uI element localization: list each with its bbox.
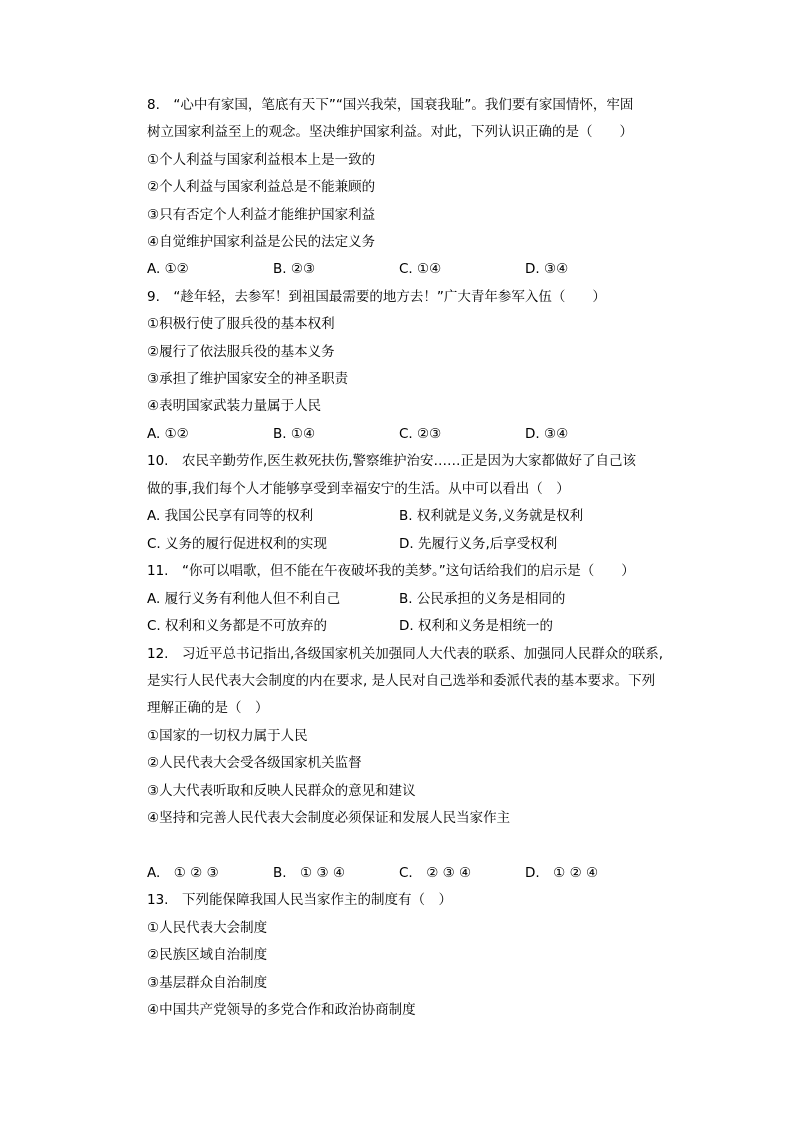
q12-statement-2: ②人民代表大会受各级国家机关监督 [147, 755, 362, 771]
q13-statement-2: ②民族区域自治制度 [147, 947, 268, 963]
q8-statement-2: ②个人利益与国家利益总是不能兼顾的 [147, 179, 376, 195]
q8-statement-4: ④自觉维护国家利益是公民的法定义务 [147, 234, 376, 250]
q11-stem-line-1: 11. “你可以唱歌，但不能在午夜破坏我的美梦。”这句话给我们的启示是（ ） [147, 563, 635, 579]
q10-stem-line-1: 10. 农民辛勤劳作,医生救死扶伤,警察维护治安……正是因为大家都做好了自己该 [147, 453, 637, 469]
q11-option-d: D. 权利和义务是相统一的 [399, 618, 553, 634]
q12-option-a: A. ① ② ③ [147, 865, 219, 881]
q10-option-c: C. 义务的履行促进权利的实现 [147, 536, 328, 552]
q9-option-b: B. ①④ [273, 426, 316, 442]
q8-statement-1: ①个人利益与国家利益根本上是一致的 [147, 152, 376, 168]
q9-stem-line-1: 9. “趁年轻，去参军！到祖国最需要的地方去！”广大青年参军入伍（ ） [147, 289, 606, 305]
q9-statement-3: ③承担了维护国家安全的神圣职责 [147, 371, 349, 387]
q12-stem-line-3: 理解正确的是（ ） [147, 700, 269, 716]
q10-option-d: D. 先履行义务,后享受权利 [399, 536, 558, 552]
q13-statement-4: ④中国共产党领导的多党合作和政治协商制度 [147, 1002, 416, 1018]
q9-statement-4: ④表明国家武装力量属于人民 [147, 398, 322, 414]
q12-statement-4: ④坚持和完善人民代表大会制度必须保证和发展人民当家作主 [147, 810, 511, 826]
q8-option-b: B. ②③ [273, 261, 316, 277]
q10-stem-line-2: 做的事,我们每个人才能够享受到幸福安宁的生活。从中可以看出（ ） [147, 481, 570, 497]
q12-stem-line-1: 12. 习近平总书记指出,各级国家机关加强同人大代表的联系、加强同人民群众的联系, [147, 646, 664, 662]
q12-statement-1: ①国家的一切权力属于人民 [147, 728, 308, 744]
q12-statement-3: ③人大代表听取和反映人民群众的意见和建议 [147, 783, 416, 799]
q11-option-c: C. 权利和义务都是不可放弃的 [147, 618, 328, 634]
q12-stem-line-2: 是实行人民代表大会制度的内在要求, 是人民对自己选举和委派代表的基本要求。下列 [147, 673, 656, 689]
q11-option-b: B. 公民承担的义务是相同的 [399, 591, 566, 607]
q13-statement-1: ①人民代表大会制度 [147, 920, 268, 936]
q8-option-c: C. ①④ [399, 261, 442, 277]
q8-option-d: D. ③④ [525, 261, 569, 277]
q13-stem-line-1: 13. 下列能保障我国人民当家作主的制度有（ ） [147, 892, 452, 908]
q9-option-a: A. ①② [147, 426, 189, 442]
q8-statement-3: ③只有否定个人利益才能维护国家利益 [147, 207, 376, 223]
q12-option-b: B. ① ③ ④ [273, 865, 345, 881]
q8-stem-line-1: 8. “心中有家国，笔底有天下”“国兴我荣，国衰我耻”。我们要有家国情怀，牢固 [147, 97, 634, 113]
q10-option-a: A. 我国公民享有同等的权利 [147, 508, 314, 524]
q12-option-c: C. ② ③ ④ [399, 865, 472, 881]
q9-option-d: D. ③④ [525, 426, 569, 442]
q8-stem-line-2: 树立国家利益至上的观念。坚决维护国家利益。对此，下列认识正确的是（ ） [147, 124, 633, 140]
q9-option-c: C. ②③ [399, 426, 442, 442]
q12-option-d: D. ① ② ④ [525, 865, 599, 881]
q8-option-a: A. ①② [147, 261, 189, 277]
q9-statement-1: ①积极行使了服兵役的基本权利 [147, 316, 335, 332]
q11-option-a: A. 履行义务有利他人但不利自己 [147, 591, 341, 607]
q10-option-b: B. 权利就是义务,义务就是权利 [399, 508, 584, 524]
q9-statement-2: ②履行了依法服兵役的基本义务 [147, 344, 335, 360]
q13-statement-3: ③基层群众自治制度 [147, 975, 268, 991]
